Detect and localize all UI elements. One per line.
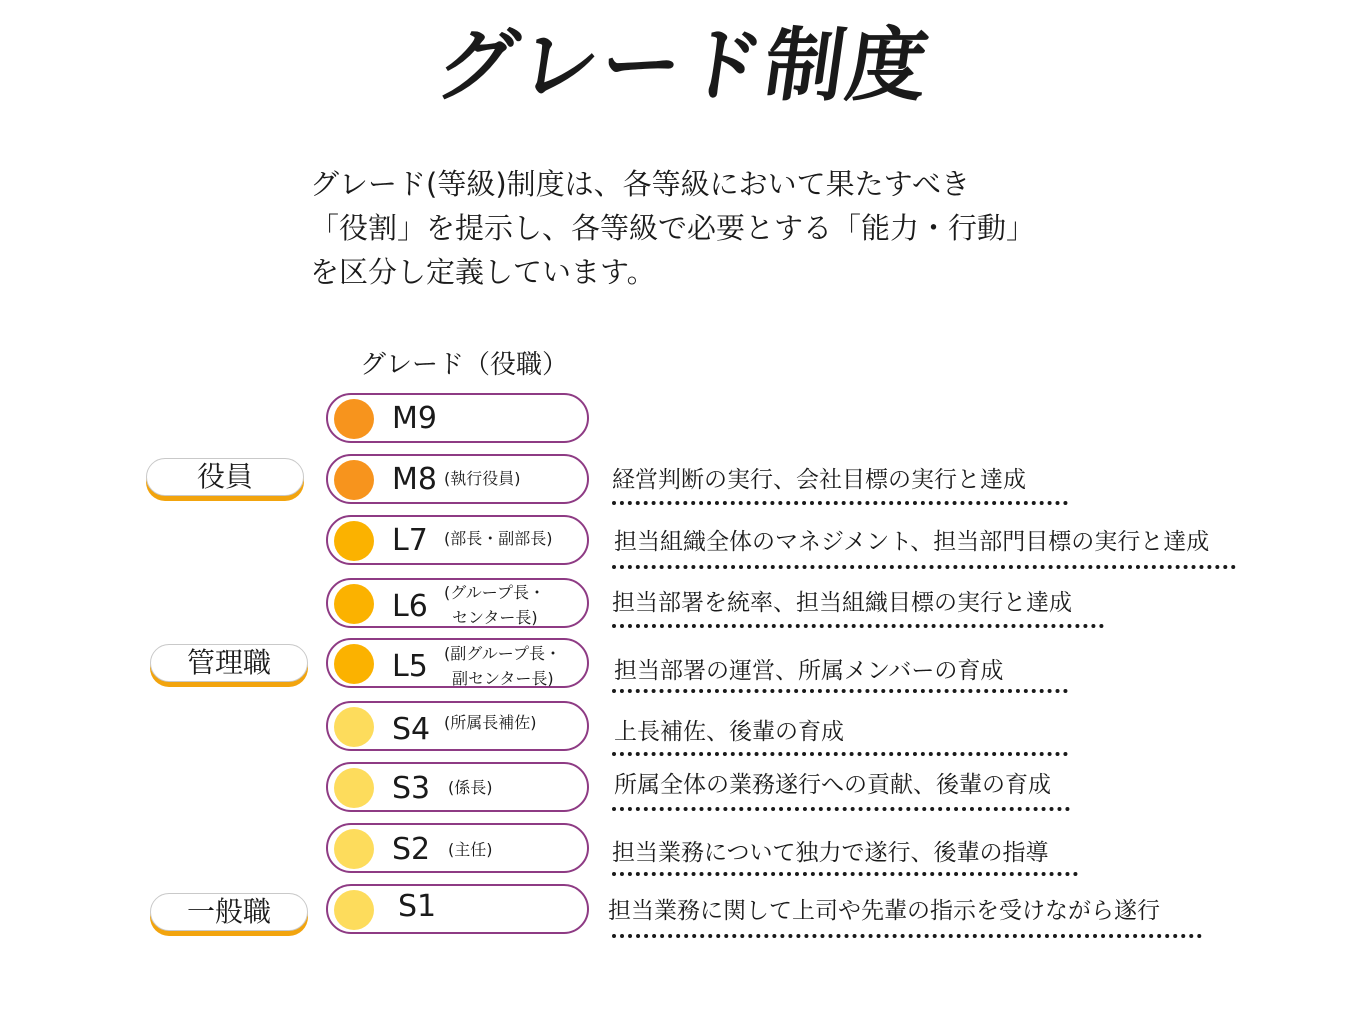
- grade-role: センター長): [452, 608, 538, 627]
- grade-row-s4: [326, 701, 589, 751]
- grade-row-s1: [326, 884, 589, 934]
- grade-code: L5: [392, 649, 428, 684]
- grade-dot: [334, 890, 374, 930]
- grade-description: 所属全体の業務遂行への貢献、後輩の育成: [614, 772, 1051, 798]
- grade-role: (執行役員): [444, 469, 521, 488]
- grade-code: L7: [392, 523, 428, 558]
- grade-row-l7: [326, 515, 589, 565]
- intro-text: [310, 162, 1210, 294]
- category-management: 管理職: [150, 644, 308, 682]
- dotted-underline: [612, 807, 1070, 811]
- grade-row-s2: [326, 823, 589, 873]
- grade-row-m9: [326, 393, 589, 443]
- grade-code: S4: [392, 712, 431, 747]
- grade-dot: [334, 768, 374, 808]
- dotted-underline: [612, 501, 1068, 505]
- grade-row-l6: [326, 578, 589, 628]
- dotted-underline: [612, 565, 1236, 569]
- grade-dot: [334, 644, 374, 684]
- grade-description: 上長補佐、後輩の育成: [614, 719, 844, 745]
- grade-code: M9: [392, 401, 437, 436]
- grade-dot: [334, 829, 374, 869]
- grade-role: 副センター長): [452, 669, 554, 688]
- intro-line: を区分し定義しています。: [310, 255, 656, 289]
- grade-description: 経営判断の実行、会社目標の実行と達成: [612, 467, 1026, 493]
- grade-role: (所属長補佐): [444, 713, 537, 732]
- grade-row-l5: [326, 638, 589, 688]
- intro-line: グレード(等級)制度は、各等級において果たすべき: [310, 167, 971, 201]
- dotted-underline: [612, 934, 1202, 938]
- dotted-underline: [612, 752, 1068, 756]
- grade-description: 担当業務について独力で遂行、後輩の指導: [612, 840, 1049, 866]
- grade-code: M8: [392, 462, 437, 497]
- grade-dot: [334, 707, 374, 747]
- grade-row-s3: [326, 762, 589, 812]
- grade-role: (グループ長・: [444, 583, 545, 602]
- grade-role: (部長・副部長): [444, 529, 553, 548]
- grade-role: (副グループ長・: [444, 644, 561, 663]
- category-general: 一般職: [150, 893, 308, 931]
- grade-dot: [334, 584, 374, 624]
- grade-role: (主任): [448, 840, 493, 859]
- dotted-underline: [612, 689, 1068, 693]
- grade-code: S2: [392, 832, 431, 867]
- page-title: グレード制度: [430, 19, 936, 112]
- grade-description: 担当組織全体のマネジメント、担当部門目標の実行と達成: [614, 529, 1210, 555]
- grade-dot: [334, 521, 374, 561]
- dotted-underline: [612, 872, 1078, 876]
- grade-code: L6: [392, 589, 428, 624]
- grade-dot: [334, 399, 374, 439]
- grade-dot: [334, 460, 374, 500]
- intro-line: 「役割」を提示し、各等級で必要とする「能力・行動」: [310, 211, 1036, 245]
- grade-code: S1: [398, 889, 437, 924]
- grade-column-header: グレード（役職）: [360, 350, 569, 380]
- grade-description: 担当部署の運営、所属メンバーの育成: [614, 658, 1004, 684]
- grade-code: S3: [392, 771, 431, 806]
- grade-description: 担当部署を統率、担当組織目標の実行と達成: [612, 590, 1072, 616]
- grade-role: (係長): [448, 778, 493, 797]
- grade-description: 担当業務に関して上司や先輩の指示を受けながら遂行: [608, 898, 1160, 924]
- dotted-underline: [612, 624, 1104, 628]
- grade-row-m8: [326, 454, 589, 504]
- category-executive: 役員: [146, 458, 304, 496]
